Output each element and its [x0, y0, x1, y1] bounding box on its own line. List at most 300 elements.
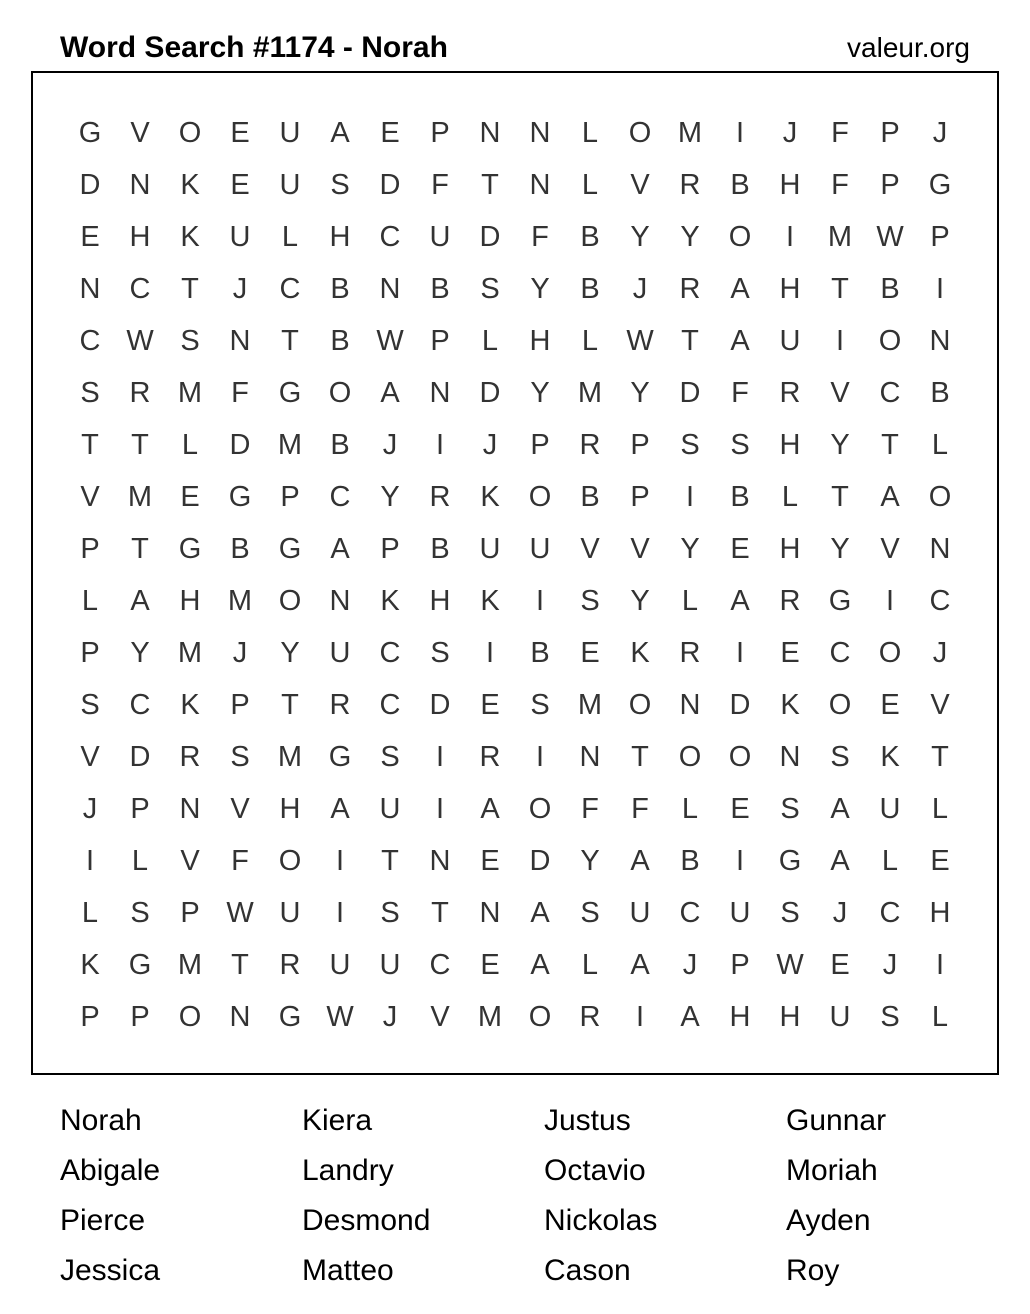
- grid-cell: L: [581, 117, 599, 149]
- grid-cell: P: [630, 429, 650, 461]
- grid-cell: A: [330, 117, 350, 149]
- grid-cell: K: [780, 689, 800, 721]
- grid-cell: L: [681, 585, 699, 617]
- grid-cell: G: [328, 741, 352, 773]
- grid-cell: H: [779, 273, 801, 305]
- grid-cell: I: [485, 637, 495, 669]
- grid-cell: O: [828, 689, 852, 721]
- grid-cell: P: [530, 429, 550, 461]
- grid-cell: A: [530, 897, 550, 929]
- grid-cell: Y: [580, 845, 600, 877]
- grid-cell: K: [380, 585, 400, 617]
- grid-cell: F: [581, 793, 599, 825]
- grid-cell: I: [435, 793, 445, 825]
- grid-cell: T: [131, 429, 149, 461]
- grid-cell: V: [430, 1001, 450, 1033]
- grid-cell: N: [229, 1001, 251, 1033]
- grid-cell: B: [330, 325, 350, 357]
- grid-cell: S: [880, 1001, 900, 1033]
- grid-cell: V: [80, 481, 100, 513]
- grid-cell: C: [329, 481, 351, 513]
- grid-cell: O: [528, 481, 552, 513]
- word-list-item: Gunnar: [786, 1104, 887, 1137]
- grid-cell: C: [129, 273, 151, 305]
- grid-cell: R: [179, 741, 201, 773]
- grid-cell: R: [129, 377, 151, 409]
- grid-cell: M: [827, 221, 853, 253]
- grid-cell: Y: [630, 585, 650, 617]
- grid-cell: N: [79, 273, 101, 305]
- grid-row: [65, 887, 965, 939]
- grid-cell: N: [929, 533, 951, 565]
- grid-cell: N: [429, 845, 451, 877]
- grid-cell: Y: [680, 221, 700, 253]
- grid-cell: G: [828, 585, 852, 617]
- grid-cell: I: [535, 741, 545, 773]
- grid-cell: U: [829, 1001, 851, 1033]
- grid-cell: T: [231, 949, 249, 981]
- grid-row: [65, 211, 965, 263]
- grid-cell: P: [880, 117, 900, 149]
- grid-row: [65, 731, 965, 783]
- grid-cell: T: [81, 429, 99, 461]
- grid-cell: Y: [380, 481, 400, 513]
- grid-cell: M: [177, 377, 203, 409]
- grid-row: [65, 575, 965, 627]
- grid-cell: V: [580, 533, 600, 565]
- grid-cell: T: [681, 325, 699, 357]
- grid-cell: E: [480, 689, 500, 721]
- grid-cell: G: [178, 533, 202, 565]
- grid-cell: B: [730, 481, 750, 513]
- grid-cell: E: [180, 481, 200, 513]
- grid-cell: V: [880, 533, 900, 565]
- grid-cell: E: [580, 637, 600, 669]
- grid-cell: S: [480, 273, 500, 305]
- grid-cell: K: [180, 169, 200, 201]
- grid-cell: O: [328, 377, 352, 409]
- grid-cell: E: [830, 949, 850, 981]
- grid-cell: A: [380, 377, 400, 409]
- grid-cell: M: [477, 1001, 503, 1033]
- grid-cell: O: [728, 221, 752, 253]
- grid-cell: M: [577, 689, 603, 721]
- grid-cell: N: [929, 325, 951, 357]
- grid-cell: I: [735, 117, 745, 149]
- grid-cell: Y: [530, 377, 550, 409]
- grid-cell: N: [529, 117, 551, 149]
- grid-cell: B: [430, 273, 450, 305]
- grid-cell: T: [181, 273, 199, 305]
- grid-row: [65, 783, 965, 835]
- grid-cell: K: [80, 949, 100, 981]
- grid-cell: R: [779, 377, 801, 409]
- grid-cell: J: [382, 1001, 398, 1033]
- grid-cell: N: [479, 117, 501, 149]
- grid-cell: U: [529, 533, 551, 565]
- grid-cell: J: [782, 117, 798, 149]
- grid-cell: E: [930, 845, 950, 877]
- grid-cell: A: [130, 585, 150, 617]
- grid-cell: J: [632, 273, 648, 305]
- grid-cell: K: [630, 637, 650, 669]
- grid-cell: I: [735, 845, 745, 877]
- grid-cell: P: [430, 117, 450, 149]
- grid-cell: C: [829, 637, 851, 669]
- grid-cell: B: [330, 273, 350, 305]
- grid-cell: W: [126, 325, 154, 357]
- grid-cell: C: [379, 637, 401, 669]
- grid-cell: O: [278, 585, 302, 617]
- grid-cell: S: [580, 585, 600, 617]
- grid-cell: T: [831, 273, 849, 305]
- grid-cell: E: [730, 533, 750, 565]
- grid-cell: R: [329, 689, 351, 721]
- grid-cell: E: [380, 117, 400, 149]
- grid-cell: F: [231, 845, 249, 877]
- grid-cell: L: [931, 429, 949, 461]
- grid-cell: T: [481, 169, 499, 201]
- grid-cell: D: [429, 689, 451, 721]
- grid-cell: D: [379, 169, 401, 201]
- grid-cell: H: [779, 533, 801, 565]
- grid-cell: O: [878, 325, 902, 357]
- word-list-item: Jessica: [60, 1254, 161, 1287]
- grid-cell: J: [232, 637, 248, 669]
- letter-grid: [65, 107, 965, 1043]
- grid-cell: R: [679, 169, 701, 201]
- grid-cell: I: [435, 741, 445, 773]
- grid-cell: A: [530, 949, 550, 981]
- grid-cell: I: [335, 897, 345, 929]
- grid-cell: D: [729, 689, 751, 721]
- grid-cell: N: [179, 793, 201, 825]
- grid-cell: G: [778, 845, 802, 877]
- grid-cell: A: [330, 793, 350, 825]
- grid-cell: H: [129, 221, 151, 253]
- word-list-item: Matteo: [302, 1254, 394, 1287]
- grid-cell: M: [177, 637, 203, 669]
- grid-cell: U: [479, 533, 501, 565]
- grid-cell: O: [178, 1001, 202, 1033]
- grid-cell: B: [580, 273, 600, 305]
- grid-cell: U: [379, 793, 401, 825]
- grid-cell: O: [528, 1001, 552, 1033]
- grid-cell: S: [330, 169, 350, 201]
- grid-cell: C: [129, 689, 151, 721]
- grid-cell: S: [830, 741, 850, 773]
- grid-cell: U: [379, 949, 401, 981]
- grid-cell: J: [882, 949, 898, 981]
- grid-cell: M: [177, 949, 203, 981]
- grid-cell: N: [129, 169, 151, 201]
- grid-cell: P: [880, 169, 900, 201]
- grid-cell: R: [429, 481, 451, 513]
- grid-cell: G: [128, 949, 152, 981]
- grid-cell: V: [930, 689, 950, 721]
- grid-cell: H: [179, 585, 201, 617]
- grid-cell: I: [835, 325, 845, 357]
- grid-cell: O: [628, 689, 652, 721]
- grid-cell: H: [329, 221, 351, 253]
- grid-cell: H: [929, 897, 951, 929]
- grid-cell: S: [730, 429, 750, 461]
- grid-cell: E: [780, 637, 800, 669]
- grid-cell: J: [682, 949, 698, 981]
- grid-cell: K: [880, 741, 900, 773]
- page-title: Word Search #1174 - Norah: [60, 31, 448, 64]
- grid-cell: I: [85, 845, 95, 877]
- grid-row: [65, 367, 965, 419]
- grid-cell: B: [580, 481, 600, 513]
- grid-cell: D: [79, 169, 101, 201]
- grid-cell: L: [81, 585, 99, 617]
- grid-cell: R: [479, 741, 501, 773]
- grid-cell: V: [830, 377, 850, 409]
- grid-cell: E: [480, 845, 500, 877]
- word-list-item: Nickolas: [544, 1204, 658, 1237]
- word-list-item: Pierce: [60, 1204, 146, 1237]
- grid-cell: G: [278, 1001, 302, 1033]
- grid-cell: U: [329, 949, 351, 981]
- grid-cell: A: [730, 273, 750, 305]
- grid-cell: H: [779, 1001, 801, 1033]
- word-list: [60, 1096, 1000, 1296]
- grid-cell: O: [878, 637, 902, 669]
- grid-cell: W: [626, 325, 654, 357]
- grid-cell: S: [380, 897, 400, 929]
- grid-cell: S: [230, 741, 250, 773]
- grid-cell: V: [80, 741, 100, 773]
- grid-cell: S: [380, 741, 400, 773]
- grid-cell: I: [535, 585, 545, 617]
- word-list-item: Moriah: [786, 1154, 878, 1187]
- grid-cell: B: [580, 221, 600, 253]
- grid-cell: J: [932, 117, 948, 149]
- grid-cell: C: [679, 897, 701, 929]
- grid-cell: A: [880, 481, 900, 513]
- grid-cell: G: [228, 481, 252, 513]
- grid-row: [65, 939, 965, 991]
- word-list-item: Justus: [544, 1104, 631, 1137]
- grid-row: [65, 159, 965, 211]
- grid-cell: N: [429, 377, 451, 409]
- grid-cell: T: [831, 481, 849, 513]
- grid-cell: H: [279, 793, 301, 825]
- grid-cell: G: [78, 117, 102, 149]
- word-list-item: Roy: [786, 1254, 840, 1287]
- grid-cell: W: [776, 949, 804, 981]
- word-list-item: Kiera: [302, 1104, 373, 1137]
- grid-cell: B: [880, 273, 900, 305]
- grid-cell: D: [129, 741, 151, 773]
- grid-cell: T: [381, 845, 399, 877]
- grid-cell: F: [431, 169, 449, 201]
- grid-cell: N: [329, 585, 351, 617]
- grid-cell: I: [335, 845, 345, 877]
- grid-row: [65, 991, 965, 1043]
- grid-cell: J: [382, 429, 398, 461]
- grid-cell: L: [281, 221, 299, 253]
- grid-cell: W: [376, 325, 404, 357]
- grid-cell: F: [531, 221, 549, 253]
- grid-cell: S: [80, 689, 100, 721]
- grid-cell: L: [881, 845, 899, 877]
- grid-cell: L: [581, 325, 599, 357]
- grid-cell: U: [279, 169, 301, 201]
- grid-cell: P: [230, 689, 250, 721]
- grid-row: [65, 627, 965, 679]
- grid-row: [65, 471, 965, 523]
- grid-cell: H: [779, 169, 801, 201]
- grid-cell: A: [480, 793, 500, 825]
- grid-cell: P: [80, 1001, 100, 1033]
- grid-cell: O: [528, 793, 552, 825]
- grid-cell: L: [931, 1001, 949, 1033]
- grid-cell: W: [876, 221, 904, 253]
- grid-cell: P: [130, 1001, 150, 1033]
- grid-cell: S: [530, 689, 550, 721]
- grid-cell: P: [80, 637, 100, 669]
- grid-cell: N: [479, 897, 501, 929]
- grid-cell: F: [731, 377, 749, 409]
- word-list-item: Desmond: [302, 1204, 431, 1237]
- grid-cell: P: [730, 949, 750, 981]
- grid-cell: B: [430, 533, 450, 565]
- grid-cell: S: [680, 429, 700, 461]
- grid-cell: I: [935, 273, 945, 305]
- grid-cell: U: [329, 637, 351, 669]
- grid-cell: R: [679, 273, 701, 305]
- grid-cell: V: [130, 117, 150, 149]
- grid-cell: G: [928, 169, 952, 201]
- grid-cell: S: [80, 377, 100, 409]
- grid-cell: C: [379, 689, 401, 721]
- grid-cell: R: [779, 585, 801, 617]
- grid-cell: N: [229, 325, 251, 357]
- grid-cell: O: [728, 741, 752, 773]
- grid-cell: P: [380, 533, 400, 565]
- grid-cell: E: [730, 793, 750, 825]
- grid-cell: T: [281, 689, 299, 721]
- grid-cell: T: [281, 325, 299, 357]
- grid-cell: A: [830, 793, 850, 825]
- grid-cell: C: [929, 585, 951, 617]
- grid-cell: C: [279, 273, 301, 305]
- grid-cell: A: [630, 949, 650, 981]
- grid-cell: U: [729, 897, 751, 929]
- grid-cell: S: [430, 637, 450, 669]
- grid-cell: Y: [630, 221, 650, 253]
- grid-cell: Y: [280, 637, 300, 669]
- grid-cell: P: [430, 325, 450, 357]
- grid-cell: N: [779, 741, 801, 773]
- grid-cell: J: [832, 897, 848, 929]
- grid-cell: O: [928, 481, 952, 513]
- grid-row: [65, 523, 965, 575]
- grid-cell: V: [630, 533, 650, 565]
- grid-cell: V: [230, 793, 250, 825]
- page-header: [60, 28, 970, 68]
- word-list-item: Abigale: [60, 1154, 161, 1187]
- grid-cell: L: [581, 949, 599, 981]
- grid-cell: M: [277, 741, 303, 773]
- grid-cell: U: [279, 897, 301, 929]
- grid-cell: O: [628, 117, 652, 149]
- grid-cell: Y: [830, 533, 850, 565]
- grid-cell: E: [880, 689, 900, 721]
- grid-cell: S: [780, 793, 800, 825]
- grid-cell: L: [931, 793, 949, 825]
- grid-cell: P: [280, 481, 300, 513]
- grid-cell: K: [180, 221, 200, 253]
- grid-cell: W: [326, 1001, 354, 1033]
- grid-cell: N: [579, 741, 601, 773]
- grid-cell: E: [230, 169, 250, 201]
- grid-cell: O: [178, 117, 202, 149]
- grid-cell: T: [431, 897, 449, 929]
- grid-cell: F: [831, 169, 849, 201]
- grid-cell: I: [785, 221, 795, 253]
- grid-cell: B: [930, 377, 950, 409]
- grid-cell: B: [330, 429, 350, 461]
- grid-cell: S: [780, 897, 800, 929]
- grid-cell: B: [680, 845, 700, 877]
- word-list-item: Cason: [544, 1254, 631, 1287]
- grid-cell: M: [277, 429, 303, 461]
- grid-cell: R: [579, 1001, 601, 1033]
- grid-cell: D: [479, 221, 501, 253]
- grid-cell: N: [529, 169, 551, 201]
- grid-cell: B: [530, 637, 550, 669]
- grid-cell: P: [130, 793, 150, 825]
- grid-row: [65, 263, 965, 315]
- grid-cell: L: [131, 845, 149, 877]
- grid-cell: K: [180, 689, 200, 721]
- grid-row: [65, 419, 965, 471]
- word-list-item: Octavio: [544, 1154, 646, 1187]
- grid-cell: S: [180, 325, 200, 357]
- grid-cell: O: [278, 845, 302, 877]
- grid-cell: I: [635, 1001, 645, 1033]
- grid-cell: N: [679, 689, 701, 721]
- grid-cell: L: [81, 897, 99, 929]
- grid-cell: J: [82, 793, 98, 825]
- grid-cell: L: [181, 429, 199, 461]
- grid-cell: H: [529, 325, 551, 357]
- grid-cell: U: [879, 793, 901, 825]
- grid-cell: T: [931, 741, 949, 773]
- grid-cell: F: [231, 377, 249, 409]
- grid-cell: U: [229, 221, 251, 253]
- grid-cell: M: [227, 585, 253, 617]
- grid-cell: E: [480, 949, 500, 981]
- grid-cell: C: [79, 325, 101, 357]
- grid-cell: O: [678, 741, 702, 773]
- grid-cell: U: [629, 897, 651, 929]
- grid-cell: L: [581, 169, 599, 201]
- grid-cell: I: [735, 637, 745, 669]
- grid-cell: D: [529, 845, 551, 877]
- grid-cell: C: [379, 221, 401, 253]
- grid-cell: C: [429, 949, 451, 981]
- grid-cell: Y: [680, 533, 700, 565]
- grid-cell: S: [130, 897, 150, 929]
- grid-cell: G: [278, 377, 302, 409]
- grid-cell: P: [930, 221, 950, 253]
- grid-row: [65, 835, 965, 887]
- grid-cell: T: [131, 533, 149, 565]
